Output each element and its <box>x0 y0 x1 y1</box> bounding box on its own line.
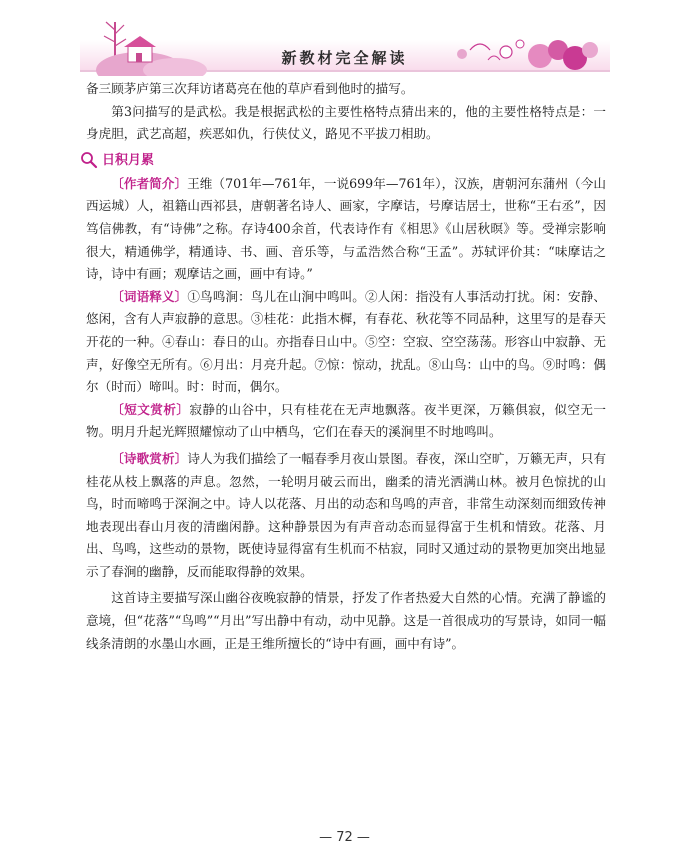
appreciation-paragraph <box>86 448 606 584</box>
glossary-paragraph <box>86 286 606 399</box>
section-title: 日积月累 <box>102 152 155 168</box>
header-title: 新教材完全解读 <box>281 49 408 67</box>
translation-paragraph <box>86 399 606 444</box>
author-text: 王维（701年—761年，一说699年—761年），汉族，唐朝河东蒲州（今山西运城）人，祖籍山西祁县，唐朝著名诗人、画家，字摩诘，号摩诘居士，世称“王右丞”，因笃信佛教，有“诗佛”之称。存诗400余首，代表诗作有《相思》《山居秋暝》等。受禅宗影响很大，精通佛学，精通诗、书、画、音乐等，与孟浩然合称“王孟”。苏轼评价其：“味摩诘之诗，诗中有画；观摩诘之画，画中有诗。” <box>86 175 606 282</box>
page-content <box>86 78 606 655</box>
summary-paragraph: 这首诗主要描写深山幽谷夜晚寂静的情景，抒发了作者热爱大自然的心情。充满了静谧的意境，但“花落”“鸟鸣”“月出”写出静中有动，动中见静。这是一首很成功的写景诗，如同一幅线条清朗的水墨山水画，正是王维所擅长的“诗中有画，画中有诗”。 <box>86 590 606 651</box>
page-number: — 72 — <box>319 830 370 845</box>
translation-tag: 〔短文赏析〕 <box>111 401 190 417</box>
section-heading <box>80 147 606 173</box>
author-paragraph <box>86 173 606 286</box>
glossary-text: ①鸟鸣涧：鸟儿在山涧中鸣叫。②人闲：指没有人事活动打扰。闲：安静、悠闲，含有人声寂静的意思。③桂花：此指木樨，有春花、秋花等不同品种，这里写的是春天开花的一种。④春山：春日的山。亦指春日山中。⑤空：空寂、空空荡荡。形容山中寂静、无声，好像空无所有。⑥月出：月亮升起。⑦惊：惊动，扰乱。⑧山鸟：山中的鸟。⑨时鸣：偶尔（时而）啼叫。时：时而，偶尔。 <box>86 288 607 395</box>
intro-line-1: 备三顾茅庐第三次拜访诸葛亮在他的草庐看到他时的描写。 <box>86 81 414 96</box>
intro-line-2: 第3问描写的是武松。我是根据武松的主要性格特点猜出来的，他的主要性格特点是：一身虎胆，武艺高超，疾恶如仇，行侠仗义，路见不平拔刀相助。 <box>86 103 606 142</box>
page-header <box>0 0 689 76</box>
appreciation-text: 诗人为我们描绘了一幅春季月夜山景图。春夜，深山空旷，万籁无声，只有桂花从枝上飘落的声息。忽然，一轮明月破云而出，幽柔的清光洒满山林。被月色惊扰的山鸟，时而啼鸣于深涧之中。诗人以花落、月出的动态和鸟鸣的声音，非常生动深刻而细致传神地表现出春山月夜的清幽闲静。这种静景因为有声音动态而显得富于生机和情致。花落、月出、鸟鸣，这些动的景物，既使诗显得富有生机而不枯寂，同时又通过动的景物更加突出地显示了春涧的幽静，反而能取得静的效果。 <box>86 450 607 579</box>
magnifier-icon <box>80 151 98 169</box>
glossary-tag: 〔词语释义〕 <box>111 288 188 304</box>
translation-text: 寂静的山谷中，只有桂花在无声地飘落。夜半更深，万籁俱寂，似空无一物。明月升起光辉照耀惊动了山中栖鸟，它们在春天的溪涧里不时地鸣叫。 <box>86 401 607 440</box>
appreciation-tag: 〔诗歌赏析〕 <box>111 450 188 466</box>
author-tag: 〔作者简介〕 <box>111 175 188 191</box>
